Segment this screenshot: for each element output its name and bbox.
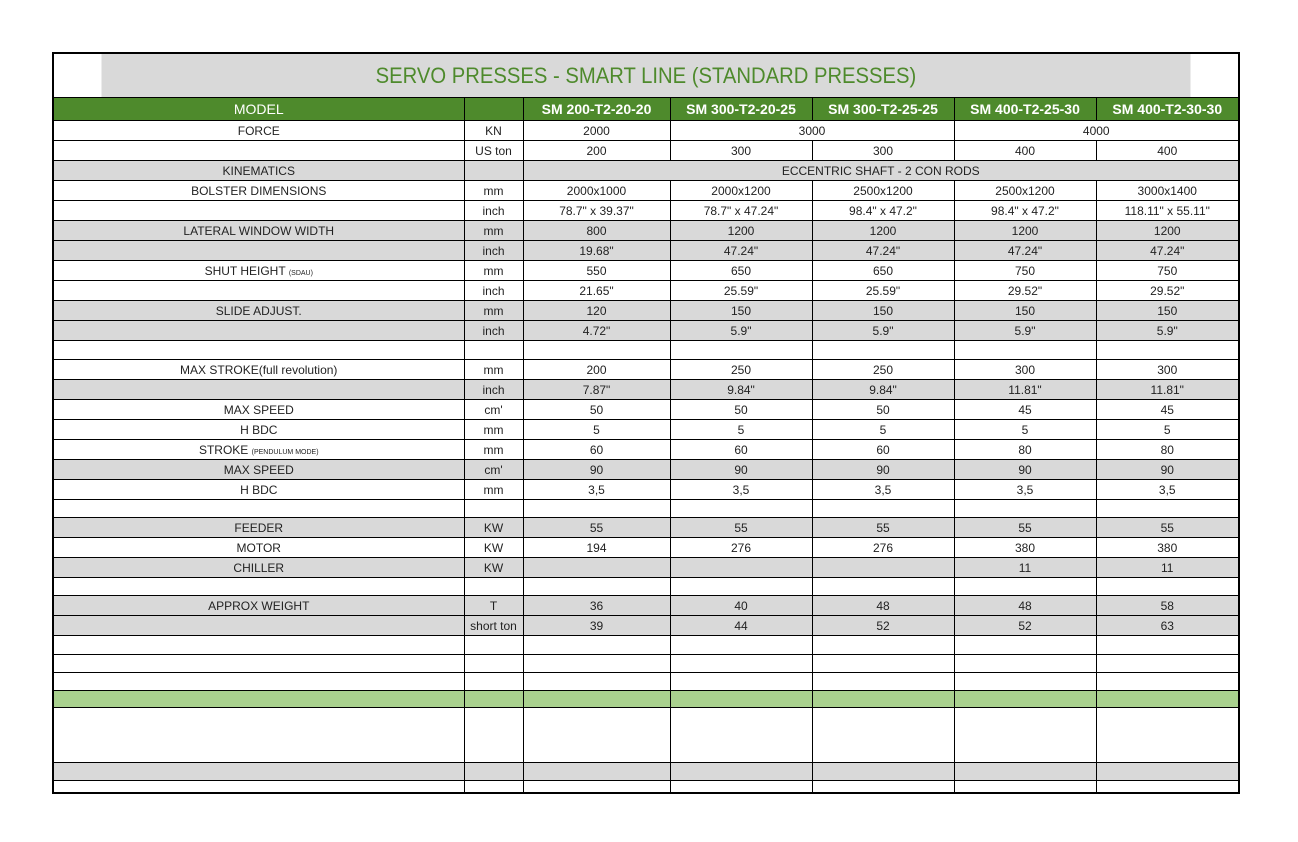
value-cell: 3,5 (1096, 480, 1239, 500)
value-cell (812, 691, 954, 708)
value-cell: 63 (1096, 616, 1239, 636)
value-cell: 3,5 (954, 480, 1096, 500)
value-cell: 250 (812, 360, 954, 380)
value-cell: 200 (523, 141, 670, 161)
table-row (53, 181, 1239, 201)
value-cell: 44 (670, 616, 812, 636)
unit-cell: mm (464, 420, 523, 440)
value-cell: 90 (812, 460, 954, 480)
unit-cell (464, 578, 523, 596)
value-cell: 48 (954, 596, 1096, 616)
value-cell: 5 (670, 420, 812, 440)
value-cell (954, 708, 1096, 763)
row-label-note: (SDAU) (288, 269, 313, 277)
row-label-text: H BDC (240, 422, 278, 437)
table-row (53, 221, 1239, 241)
value-cell: 9.84" (670, 380, 812, 400)
table-row (53, 281, 1239, 301)
row-label (53, 673, 464, 691)
value-cell: 29.52" (954, 281, 1096, 301)
unit-cell: KW (464, 558, 523, 578)
table-row (53, 518, 1239, 538)
value-cell: 21.65" (523, 281, 670, 301)
value-cell: 58 (1096, 596, 1239, 616)
unit-cell: mm (464, 440, 523, 460)
value-cell (523, 763, 670, 781)
value-cell: 7.87" (523, 380, 670, 400)
page-title: SERVO PRESSES - SMART LINE (STANDARD PRESSES) (100, 53, 1191, 98)
value-cell (1096, 763, 1239, 781)
value-cell: 90 (954, 460, 1096, 480)
value-cell: 3000 (670, 121, 954, 141)
value-cell: 3,5 (523, 480, 670, 500)
value-cell (1096, 673, 1239, 691)
value-cell: 78.7" x 39.37" (523, 201, 670, 221)
table-row (53, 301, 1239, 321)
unit-cell: mm (464, 480, 523, 500)
row-label (53, 558, 464, 578)
unit-cell (464, 341, 523, 360)
value-cell: 550 (523, 261, 670, 281)
value-cell: 5 (812, 420, 954, 440)
value-cell: 300 (812, 141, 954, 161)
row-label (53, 538, 464, 558)
value-cell: 380 (1096, 538, 1239, 558)
value-cell (812, 341, 954, 360)
value-cell: 650 (670, 261, 812, 281)
row-label (53, 440, 464, 460)
value-cell: 1200 (812, 221, 954, 241)
table-row (53, 763, 1239, 781)
table-row (53, 201, 1239, 221)
value-cell (523, 691, 670, 708)
value-cell: 60 (523, 440, 670, 460)
table-row (53, 420, 1239, 440)
unit-cell: inch (464, 380, 523, 400)
value-cell: 11 (1096, 558, 1239, 578)
row-label (53, 596, 464, 616)
value-cell (523, 708, 670, 763)
value-cell: 80 (954, 440, 1096, 460)
row-label (53, 578, 464, 596)
value-cell (1096, 500, 1239, 518)
value-cell: 1200 (670, 221, 812, 241)
value-cell: 47.24" (670, 241, 812, 261)
value-cell (670, 655, 812, 673)
value-cell (523, 655, 670, 673)
value-cell (1096, 655, 1239, 673)
value-cell: 11.81" (954, 380, 1096, 400)
value-cell: 300 (1096, 360, 1239, 380)
unit-cell: mm (464, 261, 523, 281)
value-cell (670, 673, 812, 691)
unit-cell (464, 500, 523, 518)
value-cell (812, 673, 954, 691)
value-cell (1096, 341, 1239, 360)
value-cell (954, 578, 1096, 596)
row-label-text: BOLSTER DIMENSIONS (191, 183, 327, 198)
unit-cell (464, 691, 523, 708)
table-row (53, 440, 1239, 460)
row-label-text: LATERAL WINDOW WIDTH (183, 223, 335, 238)
unit-cell: inch (464, 281, 523, 301)
value-cell (670, 558, 812, 578)
value-cell: 48 (812, 596, 954, 616)
row-label (53, 301, 464, 321)
value-cell (1096, 708, 1239, 763)
unit-cell: US ton (464, 141, 523, 161)
value-cell: 1200 (1096, 221, 1239, 241)
row-label (53, 221, 464, 241)
row-label-text: H BDC (240, 482, 278, 497)
value-cell (670, 636, 812, 655)
row-label (53, 241, 464, 261)
value-cell (812, 781, 954, 793)
unit-cell: cm' (464, 460, 523, 480)
row-label-text: MAX SPEED (223, 462, 294, 477)
table-row (53, 781, 1239, 793)
value-cell (954, 781, 1096, 793)
value-cell: 750 (954, 261, 1096, 281)
model-name: SM 300-T2-20-25 (670, 98, 812, 121)
value-cell: 55 (670, 518, 812, 538)
value-cell: 50 (812, 400, 954, 420)
value-cell: 50 (523, 400, 670, 420)
table-row (53, 596, 1239, 616)
value-cell: 380 (954, 538, 1096, 558)
value-cell: 55 (523, 518, 670, 538)
value-cell: 47.24" (1096, 241, 1239, 261)
value-cell (812, 578, 954, 596)
value-cell: 650 (812, 261, 954, 281)
value-cell: 39 (523, 616, 670, 636)
unit-cell: inch (464, 321, 523, 341)
table-row (53, 708, 1239, 763)
value-cell (670, 708, 812, 763)
unit-cell (464, 673, 523, 691)
value-cell (812, 558, 954, 578)
unit-cell (464, 708, 523, 763)
value-cell (954, 763, 1096, 781)
row-label (53, 708, 464, 763)
row-label (53, 460, 464, 480)
value-cell: 194 (523, 538, 670, 558)
value-cell (523, 341, 670, 360)
value-cell: 2500x1200 (812, 181, 954, 201)
value-cell (812, 763, 954, 781)
row-label-text: STROKE (198, 442, 249, 457)
value-cell: 78.7" x 47.24" (670, 201, 812, 221)
value-cell (670, 578, 812, 596)
unit-cell (464, 636, 523, 655)
value-cell: 5.9" (954, 321, 1096, 341)
table-row (53, 480, 1239, 500)
table-row (53, 578, 1239, 596)
value-cell (670, 691, 812, 708)
value-cell: 800 (523, 221, 670, 241)
value-cell (812, 708, 954, 763)
value-cell: 3,5 (812, 480, 954, 500)
model-header-row (53, 98, 1239, 121)
unit-cell: KW (464, 538, 523, 558)
value-cell: 36 (523, 596, 670, 616)
value-cell: 118.11" x 55.11" (1096, 201, 1239, 221)
value-cell (954, 636, 1096, 655)
row-label-note: (PENDULUM MODE) (251, 448, 319, 456)
row-label (53, 341, 464, 360)
value-cell (670, 763, 812, 781)
row-label (53, 181, 464, 201)
value-cell (812, 500, 954, 518)
unit-cell: KN (464, 121, 523, 141)
row-label: FORCE (53, 121, 464, 141)
value-cell (670, 500, 812, 518)
model-name: SM 300-T2-25-25 (812, 98, 954, 121)
value-cell: 45 (954, 400, 1096, 420)
value-cell: 98.4" x 47.2" (812, 201, 954, 221)
value-cell (523, 578, 670, 596)
row-label (53, 360, 464, 380)
unit-cell: T (464, 596, 523, 616)
value-cell: 2000x1000 (523, 181, 670, 201)
value-cell: 750 (1096, 261, 1239, 281)
value-cell: 276 (670, 538, 812, 558)
value-cell: 5.9" (812, 321, 954, 341)
value-cell (670, 341, 812, 360)
value-cell: 5.9" (670, 321, 812, 341)
value-cell: 2500x1200 (954, 181, 1096, 201)
value-cell: 60 (812, 440, 954, 460)
table-row (53, 121, 1239, 141)
table-row (53, 673, 1239, 691)
table-row (53, 538, 1239, 558)
table-row (53, 380, 1239, 400)
row-label (53, 380, 464, 400)
row-label-text: FEEDER (234, 520, 284, 535)
unit-cell (464, 161, 523, 181)
row-label: KINEMATICS (53, 161, 464, 181)
table-row (53, 241, 1239, 261)
unit-cell: short ton (464, 616, 523, 636)
table-row (53, 321, 1239, 341)
value-cell: 52 (954, 616, 1096, 636)
value-cell: 40 (670, 596, 812, 616)
value-cell (954, 341, 1096, 360)
value-cell: 150 (670, 301, 812, 321)
row-label (53, 763, 464, 781)
model-name: SM 400-T2-30-30 (1096, 98, 1239, 121)
value-cell (1096, 691, 1239, 708)
row-label (53, 261, 464, 281)
value-cell: 150 (812, 301, 954, 321)
row-label-text: CHILLER (233, 560, 285, 575)
value-cell (954, 691, 1096, 708)
table-row (53, 558, 1239, 578)
row-label-text: MAX STROKE(full revolution) (180, 362, 338, 377)
value-cell: 47.24" (812, 241, 954, 261)
value-cell: 11 (954, 558, 1096, 578)
row-label (53, 400, 464, 420)
value-cell: 80 (1096, 440, 1239, 460)
value-cell: 2000 (523, 121, 670, 141)
table-row (53, 655, 1239, 673)
row-label-text: APPROX WEIGHT (208, 598, 310, 613)
value-cell: 90 (523, 460, 670, 480)
value-cell: 5 (523, 420, 670, 440)
value-cell (523, 673, 670, 691)
row-label (53, 616, 464, 636)
value-cell: 300 (670, 141, 812, 161)
value-cell: 5 (954, 420, 1096, 440)
value-cell: 29.52" (1096, 281, 1239, 301)
row-label (53, 636, 464, 655)
value-cell: 52 (812, 616, 954, 636)
row-label-text: SLIDE ADJUST. (215, 303, 302, 318)
spec-table (52, 52, 1240, 794)
model-name: SM 200-T2-20-20 (523, 98, 670, 121)
value-cell (523, 636, 670, 655)
row-label (53, 691, 464, 708)
value-cell: 90 (670, 460, 812, 480)
table-row (53, 261, 1239, 281)
value-cell: 19.68" (523, 241, 670, 261)
value-cell (954, 500, 1096, 518)
green-band-row (53, 691, 1239, 708)
value-cell: 55 (1096, 518, 1239, 538)
row-label (53, 518, 464, 538)
value-cell: 55 (954, 518, 1096, 538)
value-cell (812, 636, 954, 655)
value-cell: 276 (812, 538, 954, 558)
value-cell: 60 (670, 440, 812, 460)
value-cell: 200 (523, 360, 670, 380)
value-cell: 250 (670, 360, 812, 380)
row-label (53, 480, 464, 500)
row-label-text: MOTOR (236, 540, 281, 555)
unit-cell (464, 781, 523, 793)
value-cell (954, 673, 1096, 691)
value-cell (1096, 578, 1239, 596)
unit-cell: mm (464, 181, 523, 201)
value-cell: 2000x1200 (670, 181, 812, 201)
value-cell: 50 (670, 400, 812, 420)
table-row (53, 460, 1239, 480)
unit-cell: inch (464, 201, 523, 221)
unit-cell: mm (464, 360, 523, 380)
table-row (53, 141, 1239, 161)
row-label (53, 201, 464, 221)
row-label (53, 500, 464, 518)
row-label (53, 141, 464, 161)
value-cell (670, 781, 812, 793)
model-label: MODEL (53, 98, 464, 121)
unit-cell: cm' (464, 400, 523, 420)
value-cell (1096, 636, 1239, 655)
value-cell: 400 (1096, 141, 1239, 161)
value-cell (523, 781, 670, 793)
value-cell (812, 655, 954, 673)
value-cell (523, 500, 670, 518)
value-cell: 25.59" (670, 281, 812, 301)
value-cell (523, 558, 670, 578)
value-cell: 120 (523, 301, 670, 321)
value-cell: 47.24" (954, 241, 1096, 261)
model-name: SM 400-T2-25-30 (954, 98, 1096, 121)
value-cell (954, 655, 1096, 673)
value-cell: 90 (1096, 460, 1239, 480)
row-label-text: SHUT HEIGHT (204, 263, 286, 278)
unit-cell: mm (464, 301, 523, 321)
row-label (53, 281, 464, 301)
value-cell: 11.81" (1096, 380, 1239, 400)
row-label (53, 321, 464, 341)
value-cell: 4000 (954, 121, 1239, 141)
value-cell: 45 (1096, 400, 1239, 420)
unit-cell: KW (464, 518, 523, 538)
value-cell (1096, 781, 1239, 793)
value-cell: 150 (1096, 301, 1239, 321)
value-cell: 5 (1096, 420, 1239, 440)
value-cell: 150 (954, 301, 1096, 321)
row-label (53, 781, 464, 793)
unit-cell (464, 763, 523, 781)
unit-header-cell (464, 98, 523, 121)
unit-cell: mm (464, 221, 523, 241)
value-cell: 25.59" (812, 281, 954, 301)
table-row (53, 341, 1239, 360)
value-cell: 400 (954, 141, 1096, 161)
table-row (53, 636, 1239, 655)
unit-cell: inch (464, 241, 523, 261)
value-cell: 1200 (954, 221, 1096, 241)
value-cell: 55 (812, 518, 954, 538)
value-cell: 9.84" (812, 380, 954, 400)
table-row (53, 616, 1239, 636)
value-cell: 3,5 (670, 480, 812, 500)
table-row (53, 400, 1239, 420)
value-cell: 98.4" x 47.2" (954, 201, 1096, 221)
table-row (53, 360, 1239, 380)
value-cell: 5.9" (1096, 321, 1239, 341)
value-cell: 300 (954, 360, 1096, 380)
row-label (53, 420, 464, 440)
table-row (53, 161, 1239, 181)
value-cell: ECCENTRIC SHAFT - 2 CON RODS (523, 161, 1239, 181)
unit-cell (464, 655, 523, 673)
value-cell: 3000x1400 (1096, 181, 1239, 201)
row-label-text: MAX SPEED (223, 402, 294, 417)
row-label (53, 655, 464, 673)
value-cell: 4.72" (523, 321, 670, 341)
table-row (53, 500, 1239, 518)
